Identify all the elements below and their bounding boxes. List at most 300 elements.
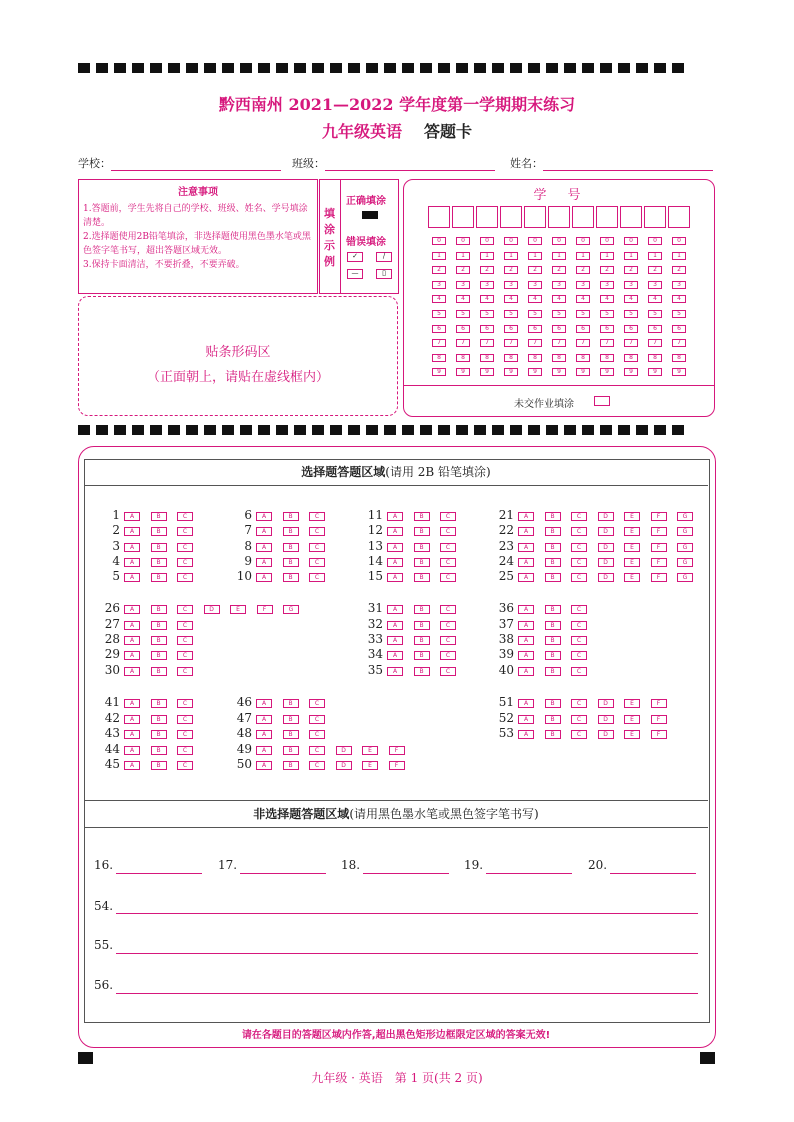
option-bubble-a[interactable]: A — [124, 621, 140, 630]
option-bubble-c[interactable]: C — [571, 573, 587, 582]
id-bubble-4[interactable]: 4 — [624, 295, 638, 303]
option-bubble-e[interactable]: E — [624, 730, 640, 739]
id-bubble-3[interactable]: 3 — [600, 281, 614, 289]
option-bubble-e[interactable]: E — [624, 527, 640, 536]
id-bubble-1[interactable]: 1 — [504, 252, 518, 260]
id-bubble-6[interactable]: 6 — [576, 325, 590, 333]
id-bubble-3[interactable]: 3 — [456, 281, 470, 289]
id-bubble-4[interactable]: 4 — [600, 295, 614, 303]
option-bubble-a[interactable]: A — [256, 730, 272, 739]
option-bubble-b[interactable]: B — [545, 573, 561, 582]
id-bubble-5[interactable]: 5 — [672, 310, 686, 318]
option-bubble-b[interactable]: B — [414, 621, 430, 630]
option-bubble-a[interactable]: A — [518, 512, 534, 521]
option-bubble-c[interactable]: C — [309, 730, 325, 739]
option-bubble-b[interactable]: B — [151, 621, 167, 630]
option-bubble-b[interactable]: B — [283, 527, 299, 536]
option-bubble-a[interactable]: A — [256, 699, 272, 708]
option-bubble-e[interactable]: E — [624, 512, 640, 521]
option-bubble-b[interactable]: B — [151, 512, 167, 521]
option-bubble-a[interactable]: A — [518, 667, 534, 676]
id-bubble-0[interactable]: 0 — [672, 237, 686, 245]
option-bubble-c[interactable]: C — [440, 558, 456, 567]
id-bubble-8[interactable]: 8 — [576, 354, 590, 362]
option-bubble-a[interactable]: A — [387, 667, 403, 676]
option-bubble-a[interactable]: A — [124, 746, 140, 755]
option-bubble-d[interactable]: D — [204, 605, 220, 614]
option-bubble-a[interactable]: A — [124, 527, 140, 536]
option-bubble-g[interactable]: G — [677, 558, 693, 567]
option-bubble-e[interactable]: E — [362, 746, 378, 755]
option-bubble-e[interactable]: E — [230, 605, 246, 614]
id-bubble-8[interactable]: 8 — [432, 354, 446, 362]
option-bubble-c[interactable]: C — [571, 667, 587, 676]
option-bubble-c[interactable]: C — [571, 512, 587, 521]
blank-line-17[interactable] — [240, 872, 326, 874]
id-bubble-6[interactable]: 6 — [432, 325, 446, 333]
option-bubble-f[interactable]: F — [651, 512, 667, 521]
id-bubble-4[interactable]: 4 — [576, 295, 590, 303]
id-bubble-4[interactable]: 4 — [432, 295, 446, 303]
id-bubble-2[interactable]: 2 — [456, 266, 470, 274]
school-field[interactable] — [78, 155, 281, 171]
option-bubble-e[interactable]: E — [624, 573, 640, 582]
option-bubble-c[interactable]: C — [309, 527, 325, 536]
option-bubble-b[interactable]: B — [545, 512, 561, 521]
option-bubble-b[interactable]: B — [151, 636, 167, 645]
option-bubble-c[interactable]: C — [309, 761, 325, 770]
option-bubble-a[interactable]: A — [387, 558, 403, 567]
option-bubble-b[interactable]: B — [151, 605, 167, 614]
option-bubble-a[interactable]: A — [256, 558, 272, 567]
option-bubble-c[interactable]: C — [571, 699, 587, 708]
option-bubble-a[interactable]: A — [387, 651, 403, 660]
id-bubble-6[interactable]: 6 — [504, 325, 518, 333]
option-bubble-a[interactable]: A — [124, 605, 140, 614]
option-bubble-g[interactable]: G — [677, 527, 693, 536]
id-bubble-9[interactable]: 9 — [624, 368, 638, 376]
id-bubble-7[interactable]: 7 — [576, 339, 590, 347]
id-bubble-0[interactable]: 0 — [480, 237, 494, 245]
option-bubble-c[interactable]: C — [177, 667, 193, 676]
option-bubble-a[interactable]: A — [256, 543, 272, 552]
option-bubble-b[interactable]: B — [283, 761, 299, 770]
option-bubble-f[interactable]: F — [389, 746, 405, 755]
id-bubble-2[interactable]: 2 — [432, 266, 446, 274]
id-bubble-2[interactable]: 2 — [600, 266, 614, 274]
blank-line-16[interactable] — [116, 872, 202, 874]
option-bubble-a[interactable]: A — [124, 730, 140, 739]
option-bubble-a[interactable]: A — [256, 715, 272, 724]
id-bubble-7[interactable]: 7 — [648, 339, 662, 347]
id-bubble-2[interactable]: 2 — [552, 266, 566, 274]
option-bubble-a[interactable]: A — [124, 558, 140, 567]
option-bubble-b[interactable]: B — [545, 651, 561, 660]
id-bubble-6[interactable]: 6 — [480, 325, 494, 333]
id-bubble-1[interactable]: 1 — [624, 252, 638, 260]
option-bubble-c[interactable]: C — [571, 527, 587, 536]
option-bubble-b[interactable]: B — [283, 558, 299, 567]
id-bubble-6[interactable]: 6 — [600, 325, 614, 333]
id-bubble-6[interactable]: 6 — [624, 325, 638, 333]
option-bubble-d[interactable]: D — [598, 715, 614, 724]
option-bubble-b[interactable]: B — [151, 699, 167, 708]
id-bubble-5[interactable]: 5 — [576, 310, 590, 318]
id-bubble-0[interactable]: 0 — [504, 237, 518, 245]
option-bubble-c[interactable]: C — [177, 699, 193, 708]
option-bubble-b[interactable]: B — [414, 573, 430, 582]
id-bubble-3[interactable]: 3 — [648, 281, 662, 289]
id-bubble-7[interactable]: 7 — [528, 339, 542, 347]
option-bubble-b[interactable]: B — [414, 543, 430, 552]
option-bubble-f[interactable]: F — [651, 527, 667, 536]
id-bubble-3[interactable]: 3 — [504, 281, 518, 289]
id-bubble-7[interactable]: 7 — [552, 339, 566, 347]
option-bubble-a[interactable]: A — [518, 573, 534, 582]
option-bubble-f[interactable]: F — [651, 543, 667, 552]
option-bubble-b[interactable]: B — [545, 636, 561, 645]
option-bubble-a[interactable]: A — [124, 699, 140, 708]
id-digit-cell[interactable] — [668, 206, 690, 228]
option-bubble-c[interactable]: C — [440, 573, 456, 582]
option-bubble-b[interactable]: B — [545, 543, 561, 552]
option-bubble-b[interactable]: B — [545, 730, 561, 739]
id-digit-cell[interactable] — [476, 206, 498, 228]
option-bubble-c[interactable]: C — [571, 715, 587, 724]
id-bubble-8[interactable]: 8 — [528, 354, 542, 362]
option-bubble-b[interactable]: B — [283, 715, 299, 724]
absent-bubble[interactable] — [594, 396, 610, 406]
option-bubble-b[interactable]: B — [414, 651, 430, 660]
id-bubble-4[interactable]: 4 — [672, 295, 686, 303]
id-bubble-1[interactable]: 1 — [480, 252, 494, 260]
id-bubble-0[interactable]: 0 — [576, 237, 590, 245]
option-bubble-c[interactable]: C — [177, 636, 193, 645]
class-field[interactable] — [292, 155, 495, 171]
option-bubble-b[interactable]: B — [414, 512, 430, 521]
option-bubble-c[interactable]: C — [177, 651, 193, 660]
answer-line-55[interactable] — [116, 952, 698, 954]
option-bubble-c[interactable]: C — [571, 636, 587, 645]
option-bubble-a[interactable]: A — [387, 527, 403, 536]
id-bubble-2[interactable]: 2 — [528, 266, 542, 274]
id-bubble-0[interactable]: 0 — [648, 237, 662, 245]
id-bubble-9[interactable]: 9 — [648, 368, 662, 376]
option-bubble-c[interactable]: C — [309, 543, 325, 552]
option-bubble-c[interactable]: C — [440, 527, 456, 536]
option-bubble-a[interactable]: A — [518, 621, 534, 630]
option-bubble-a[interactable]: A — [518, 558, 534, 567]
option-bubble-b[interactable]: B — [414, 558, 430, 567]
id-bubble-2[interactable]: 2 — [576, 266, 590, 274]
option-bubble-c[interactable]: C — [440, 512, 456, 521]
id-bubble-1[interactable]: 1 — [432, 252, 446, 260]
id-bubble-0[interactable]: 0 — [600, 237, 614, 245]
id-bubble-0[interactable]: 0 — [432, 237, 446, 245]
id-bubble-7[interactable]: 7 — [672, 339, 686, 347]
option-bubble-g[interactable]: G — [283, 605, 299, 614]
id-bubble-0[interactable]: 0 — [624, 237, 638, 245]
option-bubble-c[interactable]: C — [177, 543, 193, 552]
option-bubble-a[interactable]: A — [256, 512, 272, 521]
id-bubble-2[interactable]: 2 — [672, 266, 686, 274]
option-bubble-b[interactable]: B — [283, 573, 299, 582]
option-bubble-b[interactable]: B — [283, 746, 299, 755]
option-bubble-f[interactable]: F — [651, 715, 667, 724]
id-bubble-9[interactable]: 9 — [528, 368, 542, 376]
option-bubble-c[interactable]: C — [571, 558, 587, 567]
id-digit-cell[interactable] — [428, 206, 450, 228]
id-bubble-3[interactable]: 3 — [624, 281, 638, 289]
option-bubble-a[interactable]: A — [518, 699, 534, 708]
option-bubble-b[interactable]: B — [545, 667, 561, 676]
option-bubble-d[interactable]: D — [598, 543, 614, 552]
option-bubble-c[interactable]: C — [571, 651, 587, 660]
option-bubble-d[interactable]: D — [598, 527, 614, 536]
option-bubble-c[interactable]: C — [440, 667, 456, 676]
id-bubble-6[interactable]: 6 — [456, 325, 470, 333]
option-bubble-f[interactable]: F — [651, 573, 667, 582]
option-bubble-a[interactable]: A — [387, 621, 403, 630]
option-bubble-e[interactable]: E — [624, 715, 640, 724]
id-bubble-7[interactable]: 7 — [504, 339, 518, 347]
option-bubble-c[interactable]: C — [177, 558, 193, 567]
id-bubble-3[interactable]: 3 — [552, 281, 566, 289]
option-bubble-c[interactable]: C — [440, 636, 456, 645]
option-bubble-b[interactable]: B — [414, 667, 430, 676]
id-bubble-2[interactable]: 2 — [624, 266, 638, 274]
id-bubble-7[interactable]: 7 — [480, 339, 494, 347]
id-bubble-9[interactable]: 9 — [456, 368, 470, 376]
id-bubble-5[interactable]: 5 — [624, 310, 638, 318]
option-bubble-b[interactable]: B — [414, 636, 430, 645]
option-bubble-c[interactable]: C — [177, 761, 193, 770]
option-bubble-c[interactable]: C — [309, 573, 325, 582]
option-bubble-a[interactable]: A — [256, 573, 272, 582]
option-bubble-d[interactable]: D — [336, 746, 352, 755]
id-bubble-4[interactable]: 4 — [504, 295, 518, 303]
option-bubble-b[interactable]: B — [545, 558, 561, 567]
id-bubble-3[interactable]: 3 — [480, 281, 494, 289]
answer-line-54[interactable] — [116, 912, 698, 914]
id-bubble-5[interactable]: 5 — [648, 310, 662, 318]
option-bubble-c[interactable]: C — [309, 512, 325, 521]
option-bubble-a[interactable]: A — [124, 573, 140, 582]
option-bubble-a[interactable]: A — [256, 746, 272, 755]
option-bubble-c[interactable]: C — [309, 746, 325, 755]
option-bubble-c[interactable]: C — [309, 715, 325, 724]
id-bubble-5[interactable]: 5 — [552, 310, 566, 318]
id-digit-cell[interactable] — [596, 206, 618, 228]
option-bubble-b[interactable]: B — [545, 527, 561, 536]
option-bubble-a[interactable]: A — [387, 605, 403, 614]
option-bubble-f[interactable]: F — [257, 605, 273, 614]
id-bubble-5[interactable]: 5 — [600, 310, 614, 318]
id-digit-cell[interactable] — [644, 206, 666, 228]
option-bubble-a[interactable]: A — [518, 715, 534, 724]
option-bubble-c[interactable]: C — [177, 512, 193, 521]
option-bubble-b[interactable]: B — [283, 699, 299, 708]
option-bubble-a[interactable]: A — [124, 512, 140, 521]
id-bubble-6[interactable]: 6 — [648, 325, 662, 333]
option-bubble-a[interactable]: A — [387, 512, 403, 521]
option-bubble-a[interactable]: A — [124, 715, 140, 724]
id-bubble-4[interactable]: 4 — [480, 295, 494, 303]
id-bubble-8[interactable]: 8 — [624, 354, 638, 362]
blank-line-20[interactable] — [610, 872, 696, 874]
id-bubble-2[interactable]: 2 — [648, 266, 662, 274]
option-bubble-a[interactable]: A — [518, 651, 534, 660]
id-bubble-9[interactable]: 9 — [600, 368, 614, 376]
id-bubble-4[interactable]: 4 — [528, 295, 542, 303]
option-bubble-c[interactable]: C — [177, 605, 193, 614]
option-bubble-b[interactable]: B — [151, 651, 167, 660]
option-bubble-b[interactable]: B — [151, 746, 167, 755]
option-bubble-f[interactable]: F — [651, 699, 667, 708]
id-bubble-7[interactable]: 7 — [432, 339, 446, 347]
option-bubble-a[interactable]: A — [256, 527, 272, 536]
option-bubble-d[interactable]: D — [598, 699, 614, 708]
option-bubble-a[interactable]: A — [124, 761, 140, 770]
id-digit-cell[interactable] — [452, 206, 474, 228]
id-bubble-6[interactable]: 6 — [528, 325, 542, 333]
option-bubble-b[interactable]: B — [151, 573, 167, 582]
id-bubble-5[interactable]: 5 — [456, 310, 470, 318]
option-bubble-a[interactable]: A — [387, 636, 403, 645]
id-bubble-7[interactable]: 7 — [456, 339, 470, 347]
option-bubble-a[interactable]: A — [387, 573, 403, 582]
option-bubble-e[interactable]: E — [362, 761, 378, 770]
id-bubble-5[interactable]: 5 — [504, 310, 518, 318]
option-bubble-a[interactable]: A — [518, 543, 534, 552]
option-bubble-d[interactable]: D — [598, 558, 614, 567]
option-bubble-c[interactable]: C — [177, 715, 193, 724]
option-bubble-b[interactable]: B — [151, 558, 167, 567]
option-bubble-b[interactable]: B — [414, 527, 430, 536]
option-bubble-e[interactable]: E — [624, 699, 640, 708]
option-bubble-a[interactable]: A — [256, 761, 272, 770]
option-bubble-b[interactable]: B — [151, 761, 167, 770]
option-bubble-c[interactable]: C — [177, 621, 193, 630]
id-bubble-3[interactable]: 3 — [528, 281, 542, 289]
name-field[interactable] — [510, 155, 713, 171]
option-bubble-d[interactable]: D — [598, 512, 614, 521]
option-bubble-f[interactable]: F — [651, 730, 667, 739]
option-bubble-b[interactable]: B — [151, 543, 167, 552]
option-bubble-c[interactable]: C — [177, 527, 193, 536]
option-bubble-a[interactable]: A — [124, 636, 140, 645]
id-digit-cell[interactable] — [500, 206, 522, 228]
id-bubble-8[interactable]: 8 — [600, 354, 614, 362]
option-bubble-c[interactable]: C — [440, 605, 456, 614]
option-bubble-c[interactable]: C — [309, 699, 325, 708]
option-bubble-f[interactable]: F — [651, 558, 667, 567]
id-bubble-0[interactable]: 0 — [456, 237, 470, 245]
option-bubble-e[interactable]: E — [624, 543, 640, 552]
id-digit-cell[interactable] — [524, 206, 546, 228]
option-bubble-a[interactable]: A — [518, 730, 534, 739]
option-bubble-c[interactable]: C — [571, 605, 587, 614]
option-bubble-b[interactable]: B — [545, 715, 561, 724]
option-bubble-b[interactable]: B — [545, 699, 561, 708]
id-bubble-1[interactable]: 1 — [552, 252, 566, 260]
id-bubble-8[interactable]: 8 — [552, 354, 566, 362]
option-bubble-b[interactable]: B — [414, 605, 430, 614]
option-bubble-d[interactable]: D — [336, 761, 352, 770]
id-bubble-9[interactable]: 9 — [672, 368, 686, 376]
id-bubble-1[interactable]: 1 — [528, 252, 542, 260]
id-bubble-5[interactable]: 5 — [528, 310, 542, 318]
option-bubble-b[interactable]: B — [151, 715, 167, 724]
id-bubble-0[interactable]: 0 — [528, 237, 542, 245]
option-bubble-a[interactable]: A — [124, 667, 140, 676]
option-bubble-d[interactable]: D — [598, 730, 614, 739]
option-bubble-b[interactable]: B — [283, 543, 299, 552]
option-bubble-f[interactable]: F — [389, 761, 405, 770]
id-bubble-7[interactable]: 7 — [624, 339, 638, 347]
id-bubble-1[interactable]: 1 — [576, 252, 590, 260]
id-bubble-6[interactable]: 6 — [672, 325, 686, 333]
option-bubble-a[interactable]: A — [518, 636, 534, 645]
option-bubble-c[interactable]: C — [309, 558, 325, 567]
id-bubble-3[interactable]: 3 — [432, 281, 446, 289]
option-bubble-a[interactable]: A — [518, 605, 534, 614]
option-bubble-c[interactable]: C — [571, 543, 587, 552]
option-bubble-a[interactable]: A — [387, 543, 403, 552]
id-bubble-3[interactable]: 3 — [672, 281, 686, 289]
option-bubble-b[interactable]: B — [545, 621, 561, 630]
id-bubble-9[interactable]: 9 — [504, 368, 518, 376]
id-bubble-5[interactable]: 5 — [480, 310, 494, 318]
id-bubble-8[interactable]: 8 — [504, 354, 518, 362]
blank-line-18[interactable] — [363, 872, 449, 874]
id-bubble-9[interactable]: 9 — [576, 368, 590, 376]
id-bubble-2[interactable]: 2 — [504, 266, 518, 274]
option-bubble-c[interactable]: C — [177, 730, 193, 739]
id-bubble-1[interactable]: 1 — [456, 252, 470, 260]
option-bubble-e[interactable]: E — [624, 558, 640, 567]
option-bubble-a[interactable]: A — [124, 543, 140, 552]
option-bubble-g[interactable]: G — [677, 573, 693, 582]
id-bubble-6[interactable]: 6 — [552, 325, 566, 333]
blank-line-19[interactable] — [486, 872, 572, 874]
id-bubble-1[interactable]: 1 — [648, 252, 662, 260]
option-bubble-b[interactable]: B — [283, 512, 299, 521]
option-bubble-d[interactable]: D — [598, 573, 614, 582]
id-bubble-1[interactable]: 1 — [672, 252, 686, 260]
id-bubble-9[interactable]: 9 — [480, 368, 494, 376]
id-digit-cell[interactable] — [572, 206, 594, 228]
option-bubble-c[interactable]: C — [177, 746, 193, 755]
option-bubble-c[interactable]: C — [440, 651, 456, 660]
id-digit-cell[interactable] — [620, 206, 642, 228]
id-bubble-8[interactable]: 8 — [456, 354, 470, 362]
option-bubble-c[interactable]: C — [571, 621, 587, 630]
id-bubble-3[interactable]: 3 — [576, 281, 590, 289]
option-bubble-b[interactable]: B — [151, 730, 167, 739]
option-bubble-b[interactable]: B — [545, 605, 561, 614]
option-bubble-b[interactable]: B — [151, 667, 167, 676]
answer-line-56[interactable] — [116, 992, 698, 994]
id-bubble-2[interactable]: 2 — [480, 266, 494, 274]
id-bubble-9[interactable]: 9 — [432, 368, 446, 376]
id-bubble-9[interactable]: 9 — [552, 368, 566, 376]
id-bubble-4[interactable]: 4 — [456, 295, 470, 303]
id-bubble-8[interactable]: 8 — [480, 354, 494, 362]
id-bubble-4[interactable]: 4 — [648, 295, 662, 303]
id-bubble-0[interactable]: 0 — [552, 237, 566, 245]
option-bubble-g[interactable]: G — [677, 512, 693, 521]
